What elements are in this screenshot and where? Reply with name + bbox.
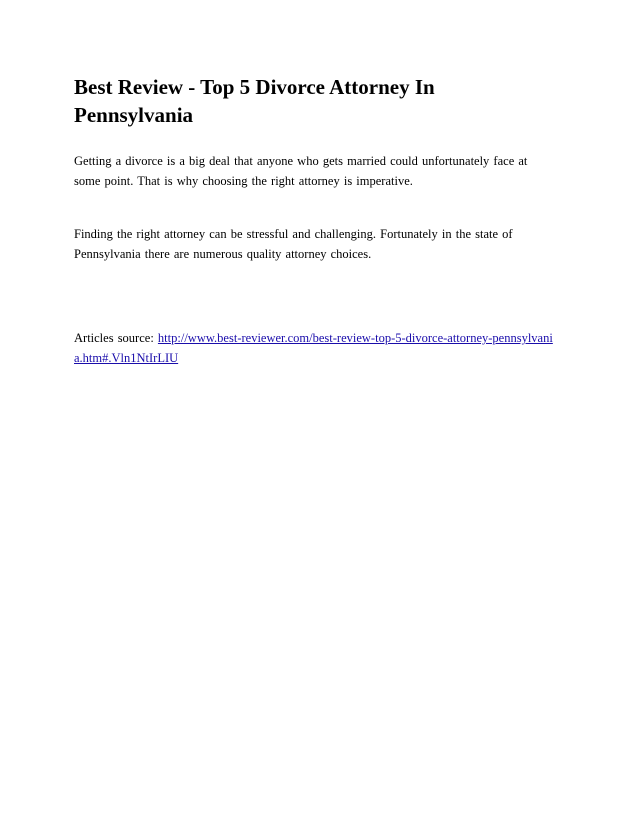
paragraph-finding-attorney: Finding the right attorney can be stressful and challenging. Fortunately in the state of Pennsylvania there are numerous quality attorney choices. bbox=[74, 227, 513, 261]
document-body bbox=[74, 73, 554, 368]
source-label: Articles source: bbox=[74, 331, 158, 345]
paragraph-intro: Getting a divorce is a big deal that anyone who gets married could unfortunately face at some point. That is why choosing the right attorney is imperative. bbox=[74, 154, 528, 188]
source-line bbox=[74, 328, 554, 368]
source-link[interactable]: http://www.best-reviewer.com/best-review-top-5-divorce-attorney-pennsylvania.htm#.Vln1NtIrLIU bbox=[74, 331, 553, 365]
document-title: Best Review - Top 5 Divorce Attorney In Pennsylvania bbox=[74, 75, 435, 127]
